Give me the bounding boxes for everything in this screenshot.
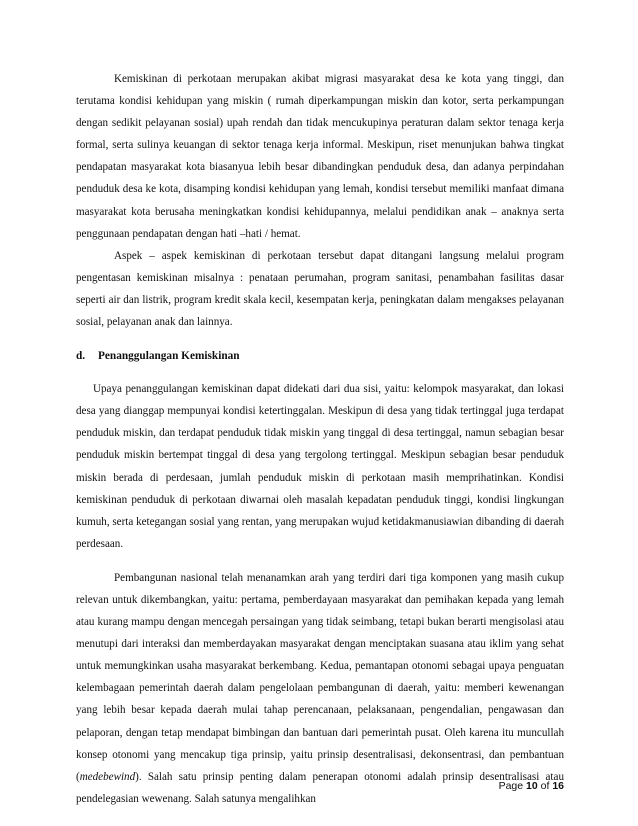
page-of-label: of bbox=[540, 780, 550, 792]
current-page-number: 10 bbox=[526, 780, 538, 792]
paragraph-national-development-text-a: Pembangunan nasional telah menanamkan arah yang terdiri dari tiga komponen yang masih cukup relevan untuk dikembangkan, yaitu: pertama, pemberdayaan masyarakat dan pemihakan kepada yang lemah atau kurang mampu dengan mencegah persaingan yang tidak seimbang, tetapi bukan berarti mengisolasi atau menutupi dari interaksi dan memberdayakan masyarakat dengan menciptakan suasana atau iklim yang sehat untuk memungkinkan usaha masyarakat berkembang. Kedua, pemantapan otonomi sebagai upaya penguatan kelembagaan pemerintah daerah dalam pengelolaan pembangunan di daerah, yaitu: memberi kewenangan yang lebih besar kepada daerah mulai tahap perencanaan, pelaksanaan, pengendalian, pengawasan dan pelaporan, dengan tetap mendapat bimbingan dan bantuan dari pemerintah pusat. Oleh karena itu muncullah konsep otonomi yang mencakup tiga prinsip, yaitu prinsip desentralisasi, dekonsentrasi, dan pembantuan ( bbox=[76, 571, 564, 783]
paragraph-national-development bbox=[76, 567, 564, 810]
page-label: Page bbox=[498, 780, 524, 792]
section-heading bbox=[76, 345, 564, 367]
total-page-count: 16 bbox=[552, 780, 564, 792]
paragraph-national-development-text-b: ). Salah satu prinsip penting dalam penerapan otonomi adalah prinsip desentralisasi atau pendelegasian wewenang. Salah satunya mengalihkan bbox=[76, 770, 564, 805]
section-title: Penanggulangan Kemiskinan bbox=[98, 350, 240, 363]
section-number: d. bbox=[76, 350, 86, 363]
page-number-footer bbox=[499, 780, 564, 792]
page-body bbox=[76, 68, 564, 810]
paragraph-urban-poverty-aspects: Aspek – aspek kemiskinan di perkotaan tersebut dapat ditangani langsung melalui program pengentasan kemiskinan misalnya : penataan perumahan, program sanitasi, penambahan fasilitas dasar seperti air dan listrik, program kredit skala kecil, kesempatan kerja, peningkatan dalam mengakses pelayanan sosial, pelayanan anak dan lainnya. bbox=[76, 249, 564, 329]
paragraph-poverty-reduction: Upaya penanggulangan kemiskinan dapat didekati dari dua sisi, yaitu: kelompok masyarakat, dan lokasi desa yang dianggap mempunyai kondisi ketertinggalan. Meskipun di desa yang tidak tertinggal juga terdapat penduduk miskin, dan terdapat penduduk tidak miskin yang tinggal di desa tertinggal, namun sebagian besar penduduk miskin bertempat tinggal di desa yang tergolong tertinggal. Meskipun sebagian besar penduduk miskin berada di perdesaan, jumlah penduduk miskin di perkotaan masih memprihatinkan. Kondisi kemiskinan penduduk di perkotaan diwarnai oleh masalah kepadatan penduduk tinggi, kondisi lingkungan kumuh, serta ketegangan sosial yang rentan, yang merupakan wujud ketidakmanusiawian dibanding di daerah perdesaan. bbox=[76, 383, 564, 550]
medebewind-term: medebewind bbox=[79, 770, 136, 783]
paragraph-urban-poverty: Kemiskinan di perkotaan merupakan akibat migrasi masyarakat desa ke kota yang tinggi, dan terutama kondisi kehidupan yang miskin ( rumah diperkampungan miskin dan kotor, serta perkampungan dengan sedikit pelayanan sosial) upah rendah dan tidak mencukupinya peraturan dalam sektor tenaga kerja formal, serta sulinya keuangan di sektor tenaga kerja informal. Meskipun, riset menunjukan bahwa tingkat pendapatan masyarakat kota biasanyua lebih besar dibandingkan penduduk desa, dan adanya perpindahan penduduk desa ke kota, disamping kondisi kehidupan yang lemah, kondisi tersebut memiliki manfaat dimana masyarakat kota berusaha meningkatkan kondisi kehidupannya, melalui pendidikan anak – anaknya serta penggunaan pendapatan dengan hati –hati / hemat. bbox=[76, 73, 564, 240]
